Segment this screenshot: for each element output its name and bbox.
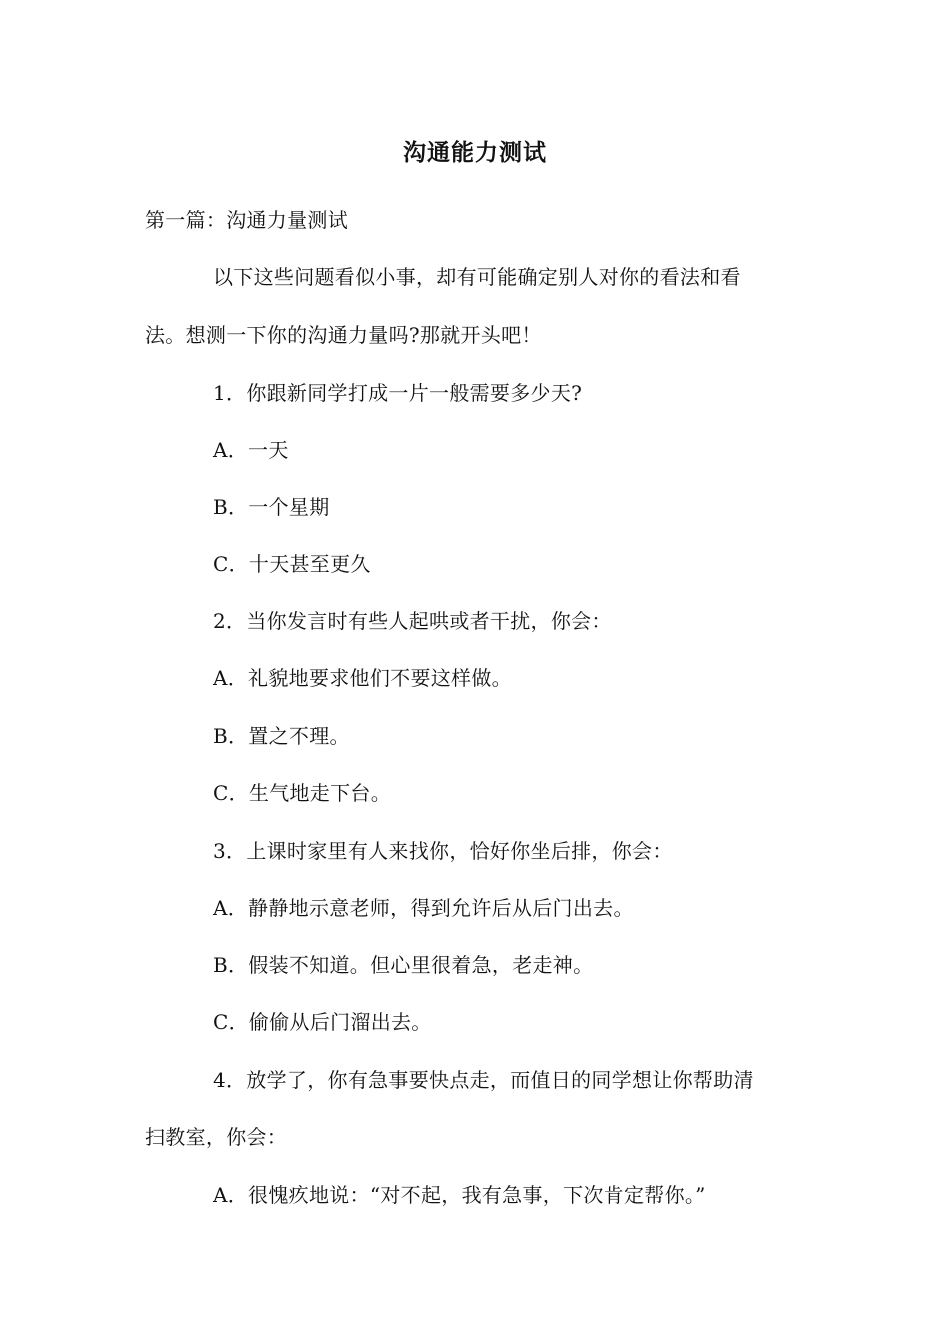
q2-option-a: A．礼貌地要求他们不要这样做。: [213, 666, 512, 690]
q2-option-b: B．置之不理。: [213, 724, 350, 748]
question-2: 2．当你发言时有些人起哄或者干扰，你会：: [213, 609, 612, 633]
q3-option-c: C．偷偷从后门溜出去。: [213, 1010, 432, 1034]
intro-line-1: 以下这些问题看似小事，却有可能确定别人对你的看法和看: [213, 265, 741, 289]
q1-option-a: A．一天: [213, 438, 289, 462]
question-3: 3．上课时家里有人来找你，恰好你坐后排，你会：: [213, 839, 673, 863]
q1-option-c: C．十天甚至更久: [213, 552, 371, 576]
question-4-line-1: 4．放学了，你有急事要快点走，而值日的同学想让你帮助清: [213, 1068, 754, 1092]
document-title: 沟通能力测试: [403, 139, 547, 166]
question-1: 1．你跟新同学打成一片一般需要多少天?: [213, 381, 583, 405]
q3-option-b: B．假装不知道。但心里很着急，老走神。: [213, 953, 594, 977]
q3-option-a: A．静静地示意老师，得到允许后从后门出去。: [213, 896, 634, 920]
intro-line-2: 法。想测一下你的沟通力量吗?那就开头吧！: [145, 323, 542, 347]
q1-option-b: B．一个星期: [213, 495, 330, 519]
q4-option-a: A．很愧疚地说：“对不起，我有急事，下次肯定帮你。”: [213, 1183, 706, 1207]
q2-option-c: C．生气地走下台。: [213, 781, 392, 805]
question-4-line-2: 扫教室，你会：: [145, 1125, 288, 1149]
section-heading: 第一篇：沟通力量测试: [145, 208, 348, 232]
